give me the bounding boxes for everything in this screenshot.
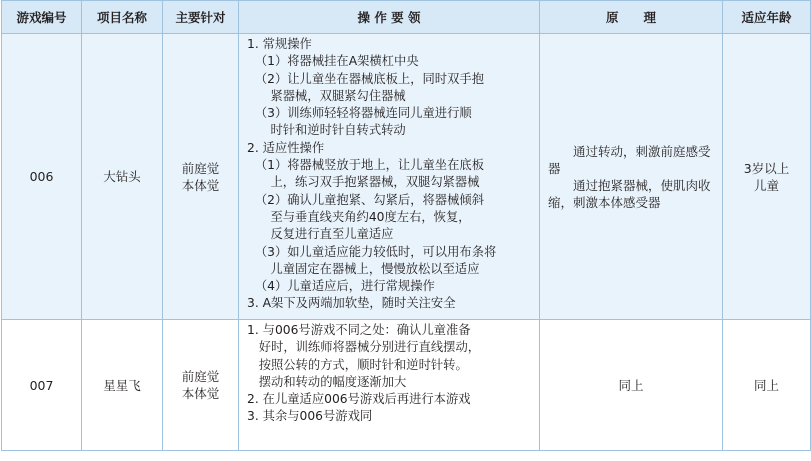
principle-text: 通过转动，刺激前庭感受器 通过抱紧器械，使肌肉收缩，刺激本体感受器 [548, 143, 711, 210]
header-age: 适应年龄 [723, 1, 811, 34]
ops-line: 儿童固定在器械上，慢慢放松以至适应 [247, 261, 480, 276]
ops-line: 3. 其余与006号游戏同 [247, 409, 373, 424]
cell-name: 星星飞 [82, 320, 163, 451]
cell-id: 006 [2, 34, 82, 320]
cell-id: 007 [2, 320, 82, 451]
header-target: 主要针对 [163, 1, 239, 34]
ops-line: 摆动和转动的幅度逐渐加大 [247, 374, 407, 389]
table-row [2, 320, 811, 451]
ops-line: 按照公转的方式，顺时针和逆时针转。 [247, 357, 468, 372]
ops-line: （2）确认儿童抱紧、勾紧后，将器械倾斜 [247, 192, 484, 207]
age-text: 3岁以上 儿童 [743, 160, 790, 193]
ops-line: （2）让儿童坐在器械底板上，同时双手抱 [247, 71, 484, 86]
cell-age [723, 34, 811, 320]
cell-name: 大钻头 [82, 34, 163, 320]
ops-line: （3）训练师轻轻将器械连同儿童进行顺 [247, 106, 472, 121]
cell-target-text: 前庭觉 本体觉 [181, 160, 220, 193]
cell-principle [540, 34, 723, 320]
cell-target [163, 34, 239, 320]
ops-line: （1）将器械竖放于地上，让儿童坐在底板 [247, 158, 484, 173]
ops-line: 反复进行直至儿童适应 [247, 227, 394, 242]
ops-line: 上，练习双手抱紧器械，双腿勾紧器械 [247, 175, 480, 190]
cell-target-text: 前庭觉 本体觉 [181, 369, 220, 401]
ops-line: 1. 常规操作 [247, 37, 312, 51]
ops-line: 紧器械，双腿紧勾住器械 [247, 88, 406, 103]
ops-line: 至与垂直线夹角约40度左右，恢复， [247, 209, 471, 224]
ops-line: 好时，训练师将器械分别进行直线摆动， [247, 340, 481, 355]
header-name: 项目名称 [82, 1, 163, 34]
ops-line: （3）如儿童适应能力较低时，可以用布条将 [247, 244, 497, 259]
header-id: 游戏编号 [2, 1, 82, 34]
header-row [2, 1, 811, 34]
game-table [1, 0, 811, 451]
ops-line: 时针和逆时针自转式转动 [247, 123, 406, 138]
table-row [2, 34, 811, 320]
ops-line: 2. 适应性操作 [247, 140, 325, 155]
header-principle: 原 理 [540, 1, 723, 34]
cell-ops [239, 34, 540, 320]
ops-line: 3. A架下及两端加软垫，随时关注安全 [247, 296, 456, 311]
cell-principle: 同上 [540, 320, 723, 451]
ops-line: 1. 与006号游戏不同之处：确认儿童准备 [247, 323, 471, 337]
cell-age: 同上 [723, 320, 811, 451]
header-ops: 操 作 要 领 [239, 1, 540, 34]
cell-ops [239, 320, 540, 451]
ops-line: （4）儿童适应后，进行常规操作 [247, 279, 435, 294]
cell-target [163, 320, 239, 451]
ops-line: 2. 在儿童适应006号游戏后再进行本游戏 [247, 392, 471, 407]
ops-line: （1）将器械挂在A架横杠中央 [247, 54, 419, 69]
